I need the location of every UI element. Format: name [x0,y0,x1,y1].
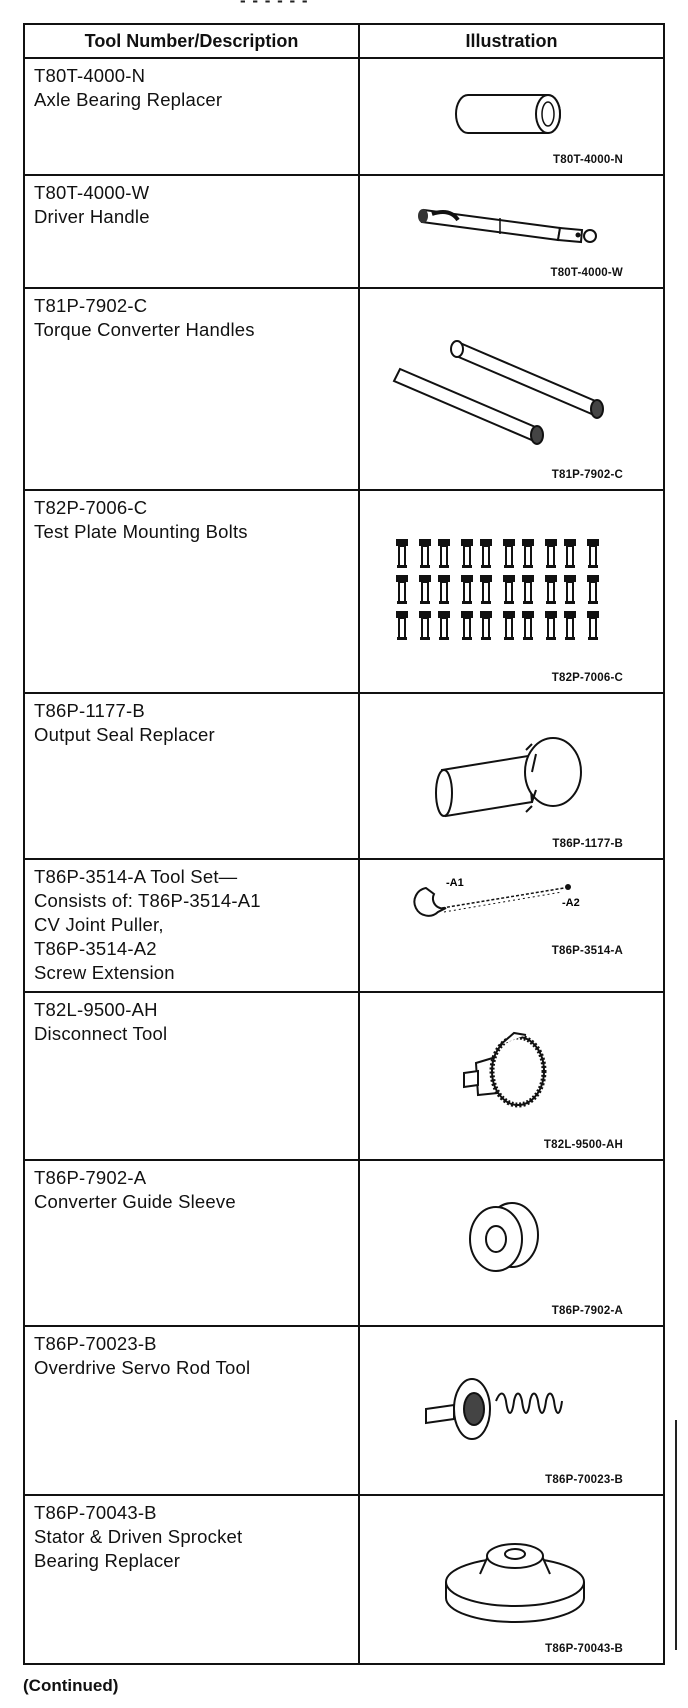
tool-description: Overdrive Servo Rod Tool [34,1357,251,1379]
bolt-icon [461,611,473,640]
bolt-icon [461,539,473,568]
bolt-icon [545,575,557,604]
description-cell [24,1495,359,1664]
table-row [24,859,664,992]
bolt-icon [480,575,492,604]
table-row [24,1326,664,1495]
description-cell [24,1160,359,1327]
seal-replacer-icon [428,732,598,822]
bolt-icon [522,575,534,604]
table-row [24,288,664,490]
bolt-icon [419,611,431,640]
illustration-cell [359,175,664,287]
table-row [24,58,664,175]
bolt-icon [461,575,473,604]
bolts-set-icon [392,535,612,645]
illustration-cell [359,1326,664,1495]
bolt-icon [503,575,515,604]
illustration-cell [359,490,664,693]
bolt-icon [522,539,534,568]
bolt-icon [564,611,576,640]
tool-description: Screw Extension [34,961,175,983]
tool-description: Stator & Driven Sprocket [34,1526,243,1548]
table-row [24,693,664,859]
tool-number: T82P-7006-C [34,496,148,518]
description-cell [24,693,359,859]
bolt-icon [419,539,431,568]
illustration-cell [359,693,664,859]
table-row [24,175,664,287]
bolt-icon [503,539,515,568]
illustration-cell [359,992,664,1160]
illustration-cell [359,859,664,992]
tool-description: Driver Handle [34,206,150,228]
tool-label-a1: -A1 [446,876,464,889]
tool-number: T81P-7902-C [34,294,148,316]
illustration-caption: T81P-7902-C [551,468,623,481]
bolt-icon [522,611,534,640]
tool-label-a2: -A2 [562,896,580,909]
bolt-icon [438,611,450,640]
illustration-cell [359,288,664,490]
bolt-icon [396,611,408,640]
illustration-cell [359,1160,664,1327]
illustration-caption: T86P-3514-A [551,944,623,957]
cut-off-page-header [240,0,620,7]
tool-table [23,23,665,1665]
tool-number: T86P-1177-B [34,700,145,722]
tool-number: T86P-3514-A Tool Set— [34,865,238,887]
disconnect-tool-icon [456,1023,566,1123]
bolt-icon [396,539,408,568]
tool-description: Disconnect Tool [34,1022,168,1044]
illustration-cell [359,1495,664,1664]
bolt-icon [545,539,557,568]
bolt-icon [545,611,557,640]
table-header-row [24,24,664,58]
illustration-caption: T86P-70023-B [545,1474,623,1487]
tool-number: T82L-9500-AH [34,998,158,1020]
converter-handles-icon [390,329,620,449]
bolt-icon [396,575,408,604]
description-cell [24,992,359,1160]
table-row [24,1495,664,1664]
tool-description: Converter Guide Sleeve [34,1190,236,1212]
illustration-cell [359,58,664,175]
tool-description: Output Seal Replacer [34,724,215,746]
bolt-icon [564,539,576,568]
tool-description: T86P-3514-A2 [34,937,157,959]
bolt-icon [419,575,431,604]
tool-description: Test Plate Mounting Bolts [34,520,248,542]
tool-description: Consists of: T86P-3514-A1 [34,889,261,911]
table-row [24,1160,664,1327]
tool-number: T86P-7902-A [34,1166,147,1188]
tool-number: T80T-4000-W [34,182,150,204]
description-cell [24,288,359,490]
illustration-caption: T86P-70043-B [545,1643,623,1655]
wrench-extension-icon [412,874,632,924]
description-cell [24,58,359,175]
cylinder-sleeve-icon [448,89,568,139]
description-cell [24,859,359,992]
illustration-caption: T86P-7902-A [551,1305,623,1318]
bolt-icon [438,575,450,604]
illustration-caption: T80T-4000-W [550,266,623,279]
tool-description: CV Joint Puller, [34,913,164,935]
tool-description: Axle Bearing Replacer [34,89,223,110]
illustration-caption: T80T-4000-N [553,154,623,167]
bolt-icon [564,575,576,604]
bolt-icon [587,575,599,604]
bolt-icon [480,539,492,568]
guide-sleeve-icon [460,1197,560,1277]
tool-description: Torque Converter Handles [34,318,255,340]
illustration-caption: T82L-9500-AH [543,1138,623,1151]
page-edge-line [675,1420,677,1650]
tool-number: T86P-70023-B [34,1333,157,1355]
description-cell [24,490,359,693]
illustration-caption: T82P-7006-C [551,672,623,685]
bolt-icon [438,539,450,568]
description-cell [24,175,359,287]
tool-number: T80T-4000-N [34,65,146,86]
servo-rod-tool-icon [420,1361,610,1451]
bolt-icon [503,611,515,640]
driver-handle-icon [410,190,610,250]
tool-description: Bearing Replacer [34,1550,181,1572]
description-cell [24,1326,359,1495]
tool-number: T86P-70043-B [34,1502,157,1524]
table-row [24,490,664,693]
column-header-illustration: Illustration [359,24,664,58]
table-row [24,992,664,1160]
illustration-caption: T86P-1177-B [552,837,623,850]
bearing-replacer-icon [440,1526,590,1626]
bolt-icon [480,611,492,640]
bolt-icon [587,539,599,568]
continued-note: (Continued) [23,1676,119,1695]
column-header-description: Tool Number/Description [24,24,359,58]
bolt-icon [587,611,599,640]
